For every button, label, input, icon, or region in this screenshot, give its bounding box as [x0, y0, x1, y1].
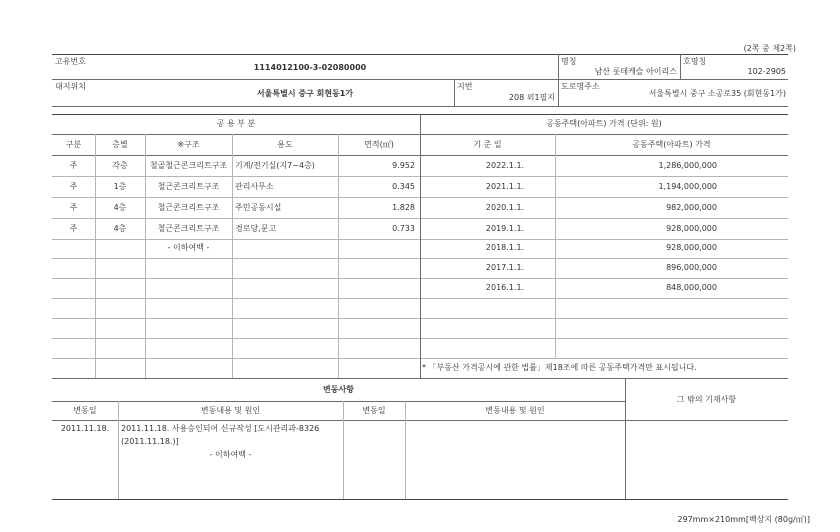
- price-section-title: 공동주택(아파트) 가격 (단위: 원): [546, 119, 662, 128]
- lot-value: 208 외1필지: [508, 93, 555, 102]
- shared-row-kind: 주: [69, 203, 78, 212]
- row-line: [52, 197, 420, 198]
- row-line: [52, 358, 420, 359]
- price-row-value: 1,286,000,000: [658, 161, 717, 170]
- main-bottom-border: [52, 378, 788, 379]
- shared-row-use: 기계/전기실(지7~4층): [235, 161, 315, 170]
- price-row-value: 982,000,000: [666, 203, 717, 212]
- changes-bottom-border: [52, 499, 788, 500]
- name-value: 남산 롯데캐슬 아이리스: [594, 67, 677, 76]
- shared-row-floor: 1층: [113, 182, 127, 191]
- unique-no-value: 1114012100-3-02080000: [253, 63, 367, 72]
- shared-row-kind: 주: [69, 161, 78, 170]
- site-value: 서울특별시 중구 회현동1가: [256, 89, 354, 98]
- col-floor-header: 층별: [112, 140, 128, 149]
- shared-row-use: 주민공동시설: [235, 203, 282, 212]
- paper-spec: 297mm×210mm[백상지 (80g/㎡)]: [677, 515, 810, 524]
- price-row-date: 2019.1.1.: [485, 224, 525, 233]
- row-line: [420, 197, 788, 198]
- row-line: [420, 218, 788, 219]
- lot-label: 지번: [457, 82, 473, 91]
- price-row-date: 2017.1.1.: [485, 263, 525, 272]
- row-line: [52, 278, 420, 279]
- row-line: [52, 318, 420, 319]
- row-line: [420, 278, 788, 279]
- shared-end-note: - 이하여백 -: [167, 243, 210, 252]
- row-line: [52, 338, 420, 339]
- price-footnote: * 「부동산 가격공시에 관한 법률」제18조에 따른 공동주택가격만 표시됩니다.: [422, 363, 697, 372]
- row-line: [420, 258, 788, 259]
- unit-value: 102-2905: [747, 67, 786, 76]
- row-line: [52, 176, 420, 177]
- shared-section-title: 공 용 부 분: [216, 119, 256, 128]
- shared-row-kind: 주: [69, 182, 78, 191]
- price-row-date: 2020.1.1.: [485, 203, 525, 212]
- unit-label: 호명칭: [683, 57, 707, 66]
- shared-row-use: 관리사무소: [235, 182, 274, 191]
- shared-row-area: 9.952: [392, 161, 415, 170]
- header-divider-1: [558, 54, 559, 79]
- change-entry-line1: 2011.11.18. 사용승인되어 신규작성 [도시관리과-8326: [121, 424, 320, 433]
- col-divider: [232, 134, 233, 378]
- shared-row-area: 1.828: [392, 203, 415, 212]
- price-row-value: 1,194,000,000: [658, 182, 717, 191]
- other-title: 그 밖의 기재사항: [676, 395, 737, 404]
- header-divider-3: [454, 79, 455, 106]
- row-line: [420, 298, 788, 299]
- price-row-date: 2022.1.1.: [485, 161, 525, 170]
- changes-col-content: 변동내용 및 원인: [200, 406, 261, 415]
- shared-row-floor: 각층: [112, 161, 128, 170]
- header-divider-2: [680, 54, 681, 79]
- price-row-value: 848,000,000: [666, 283, 717, 292]
- changes-col-date2: 변동일: [362, 406, 386, 415]
- shared-row-area: 0.733: [392, 224, 415, 233]
- shared-row-kind: 주: [69, 224, 78, 233]
- row-line: [420, 239, 788, 240]
- price-row-date: 2018.1.1.: [485, 243, 525, 252]
- site-label: 대지위치: [55, 82, 86, 91]
- col-kind-header: 구분: [65, 140, 82, 149]
- price-row-date: 2021.1.1.: [485, 182, 525, 191]
- header-bottom-border: [52, 106, 788, 107]
- name-label: 명칭: [561, 57, 577, 66]
- price-row-value: 928,000,000: [666, 224, 717, 233]
- change-entry-line2: (2011.11.18.)]: [121, 437, 179, 446]
- row-line: [52, 218, 420, 219]
- header-divider-4: [558, 79, 559, 106]
- row-line: [52, 258, 420, 259]
- road-label: 도로명주소: [561, 82, 600, 91]
- unique-no-label: 고유번호: [55, 57, 86, 66]
- header-mid-border: [52, 79, 788, 80]
- row-line: [420, 338, 788, 339]
- shared-row-structure: 철골철근콘크리트구조: [149, 161, 228, 170]
- header-top-border: [52, 54, 788, 55]
- col-price-header: 공동주택(아파트) 가격: [632, 140, 711, 149]
- changes-colhead-divider: [52, 420, 788, 421]
- col-date-header: 기 준 일: [473, 140, 502, 149]
- changes-header-divider: [52, 401, 625, 402]
- shared-row-structure: 철근콘크리트구조: [157, 203, 220, 212]
- changes-col-content2: 변동내용 및 원인: [485, 406, 545, 415]
- shared-row-area: 0.345: [392, 182, 415, 191]
- price-row-date: 2016.1.1.: [485, 283, 525, 292]
- row-line: [420, 358, 788, 359]
- col-use-header: 용도: [277, 140, 293, 149]
- change-entry-date: 2011.11.18.: [60, 424, 110, 433]
- shared-row-structure: 철근콘크리트구조: [157, 182, 220, 191]
- shared-row-use: 경로당,문고: [235, 224, 277, 233]
- changes-end-note: - 이하여백 -: [209, 450, 252, 459]
- col-area-header: 면적(㎡): [364, 140, 394, 149]
- row-line: [420, 318, 788, 319]
- changes-title: 변동사항: [323, 385, 354, 394]
- changes-col-date: 변동일: [73, 406, 97, 415]
- row-line: [52, 239, 420, 240]
- road-value: 서울특별시 중구 소공로35 (회현동1가): [648, 89, 786, 98]
- row-line: [52, 298, 420, 299]
- price-row-value: 928,000,000: [666, 243, 717, 252]
- price-row-value: 896,000,000: [666, 263, 717, 272]
- page-info: (2쪽 중 제2쪽): [743, 44, 796, 53]
- shared-row-structure: 철근콘크리트구조: [157, 224, 220, 233]
- row-line: [420, 176, 788, 177]
- shared-row-floor: 4층: [113, 224, 127, 233]
- col-structure-header: ※구조: [177, 140, 200, 149]
- shared-row-floor: 4층: [113, 203, 127, 212]
